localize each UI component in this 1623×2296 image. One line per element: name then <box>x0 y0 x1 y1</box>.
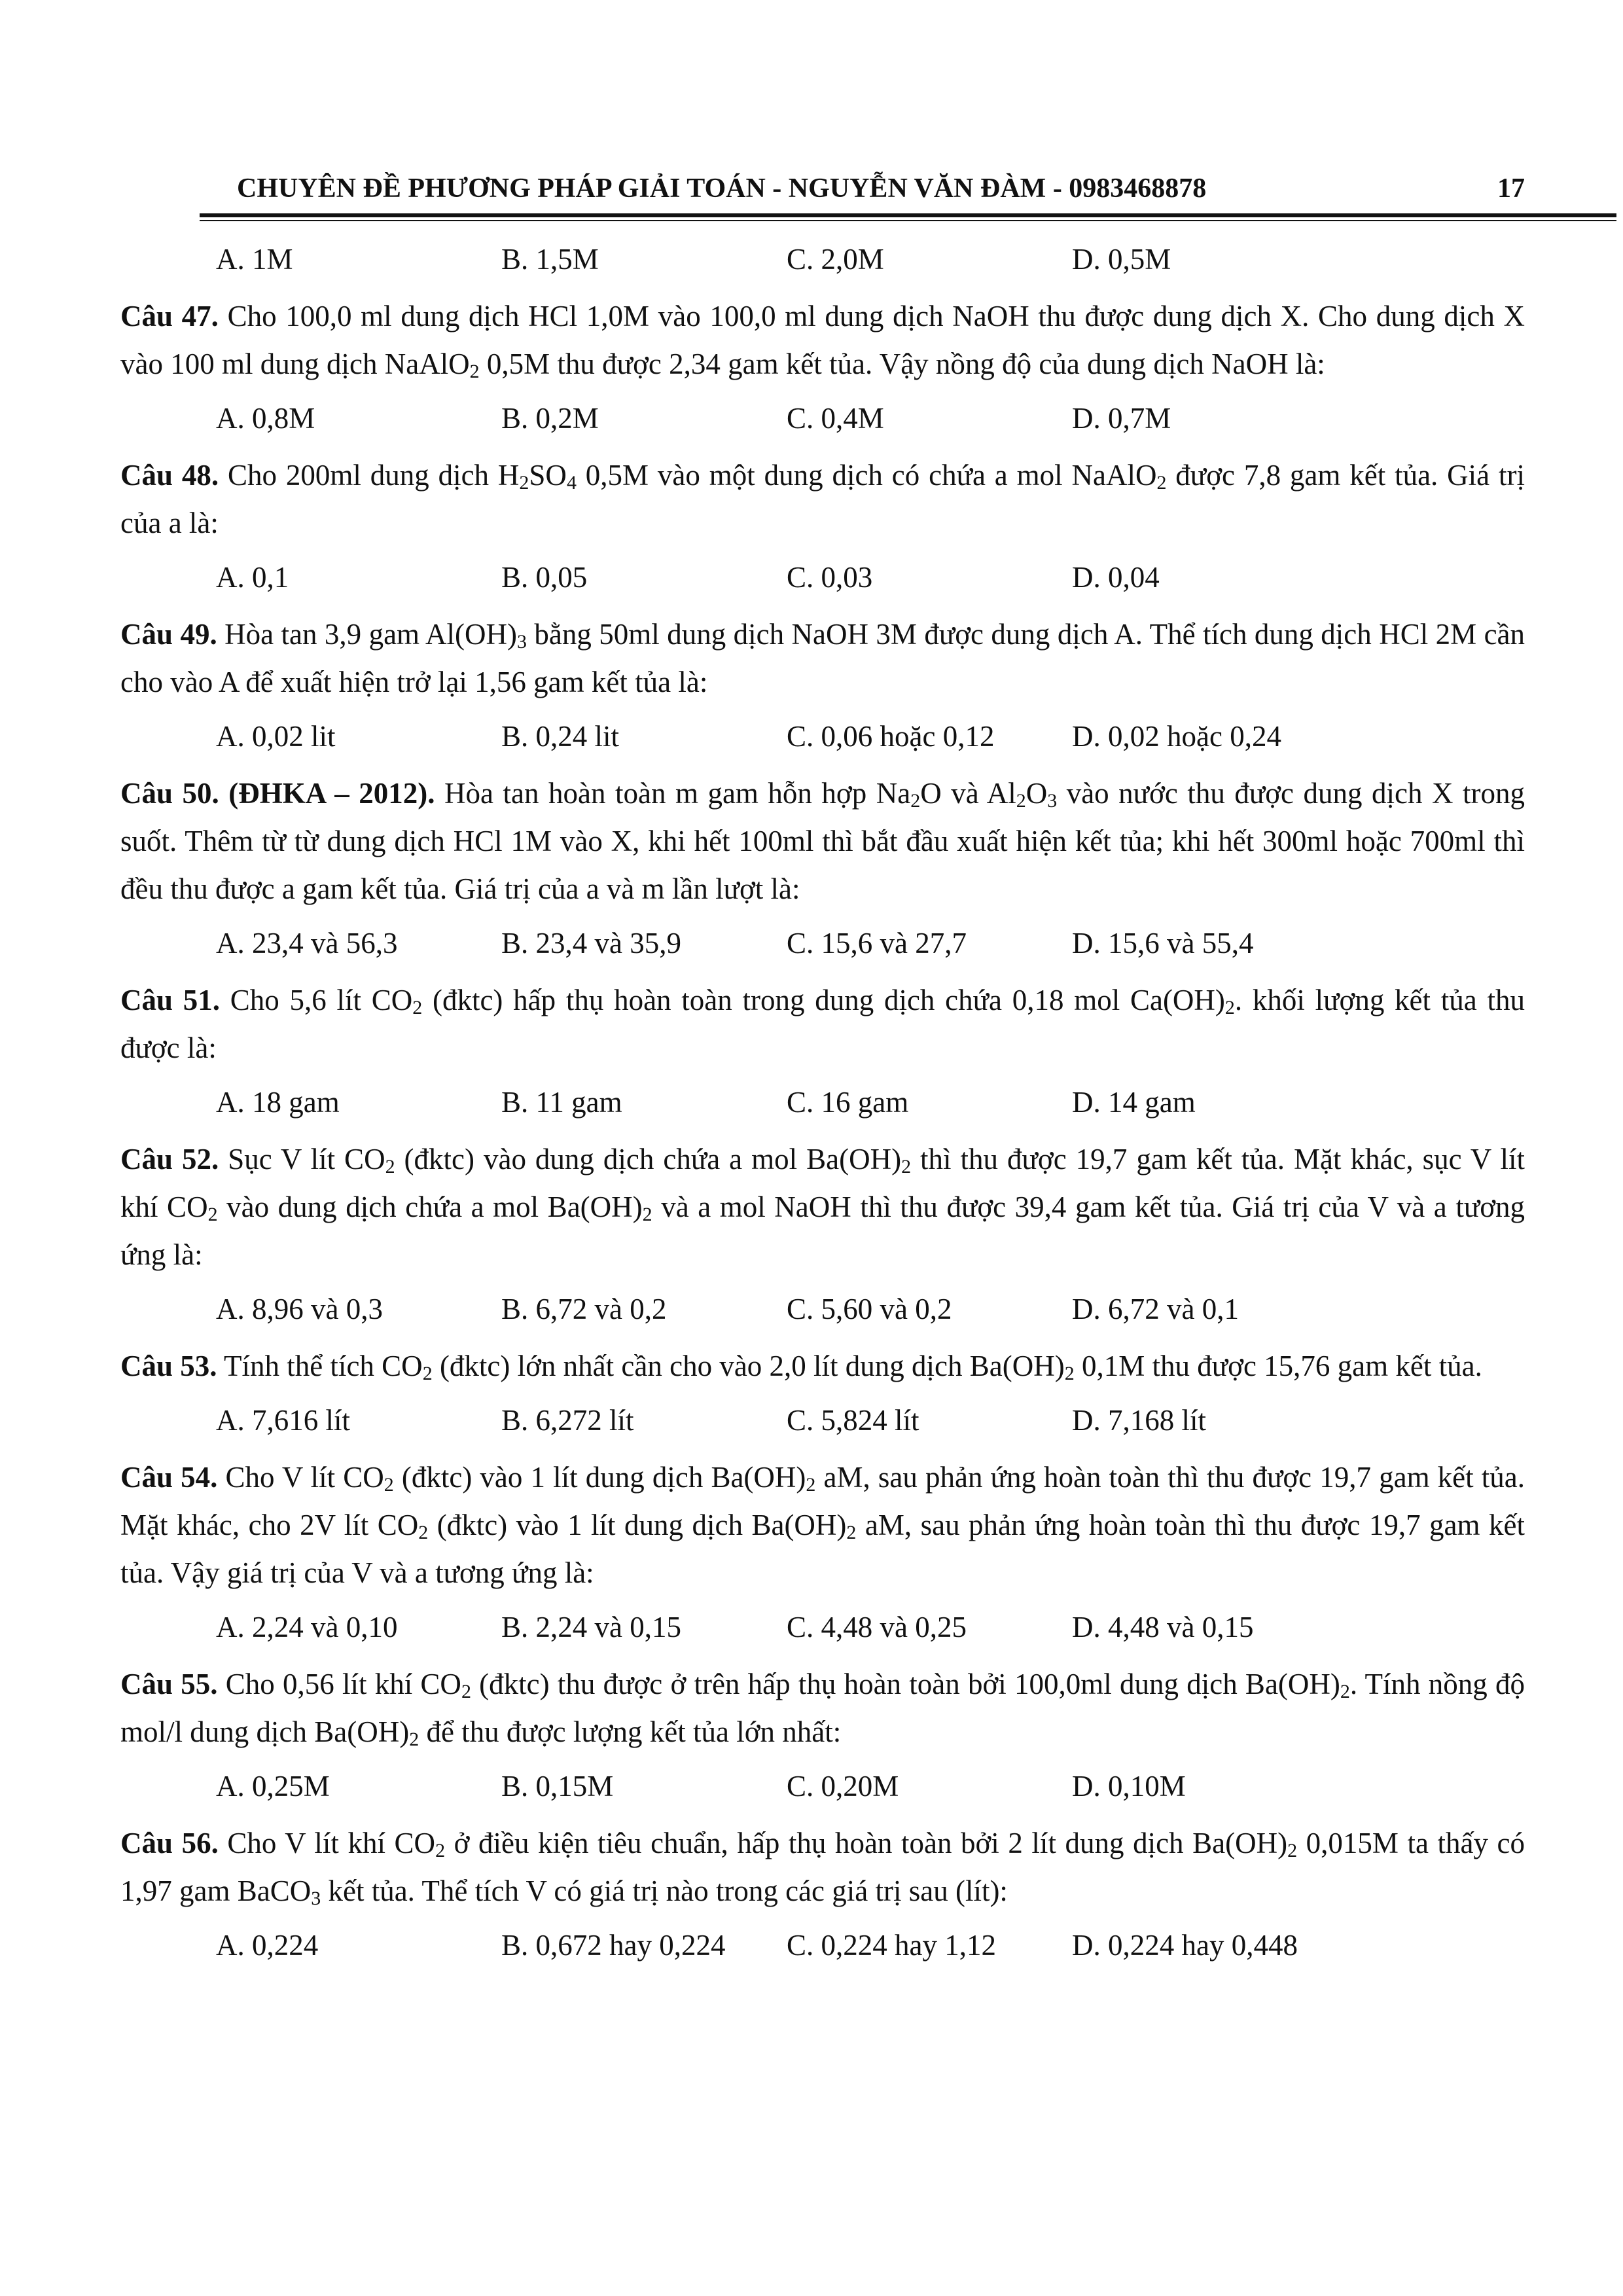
option-c: C. 0,224 hay 1,12 <box>787 1929 996 1962</box>
option-a: A. 8,96 và 0,3 <box>216 1293 383 1325</box>
option-c: C. 0,03 <box>787 561 873 594</box>
option-d: D. 0,5M <box>1072 243 1171 276</box>
question-56 <box>120 1820 1525 1969</box>
option-a: A. 0,25M <box>216 1770 330 1803</box>
option-b: B. 1,5M <box>501 243 599 276</box>
option-d: D. 0,7M <box>1072 402 1171 435</box>
option-b: B. 0,24 lit <box>501 720 620 753</box>
question-label: Câu 50. (ĐHKA – 2012). <box>120 777 435 810</box>
option-d: D. 4,48 và 0,15 <box>1072 1611 1254 1643</box>
answer-options <box>120 1079 1525 1126</box>
option-a: A. 0,224 <box>216 1929 319 1962</box>
option-a: A. 0,1 <box>216 561 289 594</box>
question-54 <box>120 1454 1525 1651</box>
question-52 <box>120 1136 1525 1333</box>
question-label: Câu 49. <box>120 618 217 651</box>
question-text: Câu 54. Cho V lít $CO_2$ (đktc) vào 1 lít dung dịch $Ba(OH)_2$ aM, sau phản ứng hoàn toàn thì thu được 19,7 gam kết tủa. Mặt khác, cho 2V lít $CO_2$ (đktc) vào 1 lít dung dịch $Ba(OH)_2$ aM, sau phản ứng hoàn toàn thì thu được 19,7 gam kết tủa. Vậy giá trị của V và a tương ứng là: <box>120 1461 1525 1589</box>
option-d: D. 0,224 hay 0,448 <box>1072 1929 1298 1962</box>
question-label: Câu 54. <box>120 1461 218 1494</box>
option-c: C. 5,60 và 0,2 <box>787 1293 952 1325</box>
answer-options <box>120 713 1525 761</box>
answer-options <box>120 1285 1525 1333</box>
option-c: C. 0,06 hoặc 0,12 <box>787 720 995 753</box>
option-b: B. 6,272 lít <box>501 1404 634 1437</box>
option-d: D. 0,02 hoặc 0,24 <box>1072 720 1281 753</box>
option-c: C. 2,0M <box>787 243 884 276</box>
question-49 <box>120 611 1525 761</box>
option-b: B. 6,72 và 0,2 <box>501 1293 667 1325</box>
option-c: C. 5,824 lít <box>787 1404 919 1437</box>
option-c: C. 4,48 và 0,25 <box>787 1611 967 1643</box>
question-text: Câu 49. Hòa tan 3,9 gam $Al(OH)_3$ bằng 50ml dung dịch NaOH 3M được dung dịch A. Thể tích dung dịch HCl 2M cần cho vào A để xuất hiện trở lại 1,56 gam kết tủa là: <box>120 618 1525 698</box>
question-text: Câu 55. Cho 0,56 lít khí $CO_2$ (đktc) thu được ở trên hấp thụ hoàn toàn bởi 100,0ml dung dịch $Ba(OH)_2$. Tính nồng độ mol/l dung dịch $Ba(OH)_2$ để thu được lượng kết tủa lớn nhất: <box>120 1668 1525 1750</box>
option-d: D. 0,10M <box>1072 1770 1186 1803</box>
answer-options <box>120 1922 1525 1969</box>
option-d: D. 14 gam <box>1072 1086 1196 1119</box>
question-label: Câu 48. <box>120 459 219 492</box>
option-a: A. 1M <box>216 243 293 276</box>
option-c: C. 0,20M <box>787 1770 899 1803</box>
question-48 <box>120 452 1525 601</box>
question-label: Câu 55. <box>120 1668 218 1700</box>
page-number: 17 <box>1497 173 1525 204</box>
question-label: Câu 53. <box>120 1350 217 1382</box>
option-a: A. 2,24 và 0,10 <box>216 1611 398 1643</box>
option-b: B. 0,672 hay 0,224 <box>501 1929 726 1962</box>
question-text: Câu 52. Sục V lít $CO_2$ (đktc) vào dung dịch chứa a mol $Ba(OH)_2$ thì thu được 19,7 gam kết tủa. Mặt khác, sục V lít khí $CO_2$ vào dung dịch chứa a mol $Ba(OH)_2$ và a mol NaOH thì thu được 39,4 gam kết tủa. Giá trị của V và a tương ứng là: <box>120 1143 1525 1271</box>
question-text: Câu 53. Tính thể tích $CO_2$ (đktc) lớn nhất cần cho vào 2,0 lít dung dịch $Ba(OH)_2$ 0,1M thu được 15,76 gam kết tủa. <box>120 1350 1482 1384</box>
question-55 <box>120 1660 1525 1810</box>
question-47 <box>120 293 1525 442</box>
question-label: Câu 56. <box>120 1827 219 1859</box>
header-rule-thick <box>200 213 1616 217</box>
option-d: D. 6,72 và 0,1 <box>1072 1293 1239 1325</box>
page-content <box>120 236 1525 1979</box>
option-b: B. 0,05 <box>501 561 588 594</box>
header-rule-thin <box>200 220 1616 221</box>
header-title: CHUYÊN ĐỀ PHƯƠNG PHÁP GIẢI TOÁN - NGUYỄN VĂN ĐÀM - 0983468878 <box>237 173 1207 204</box>
question-label: Câu 51. <box>120 984 221 1016</box>
option-b: B. 0,2M <box>501 402 599 435</box>
option-a: A. 7,616 lít <box>216 1404 351 1437</box>
answer-options <box>120 920 1525 967</box>
question-text: Câu 48. Cho 200ml dung dịch $H_2SO_4$ 0,5M vào một dung dịch có chứa a mol NaAlO$_2$ được 7,8 gam kết tủa. Giá trị của a là: <box>120 459 1525 539</box>
answer-options <box>120 1763 1525 1810</box>
answer-options <box>120 1604 1525 1651</box>
option-c: C. 0,4M <box>787 402 884 435</box>
option-a: A. 18 gam <box>216 1086 340 1119</box>
option-b: B. 0,15M <box>501 1770 614 1803</box>
question-text: Câu 47. Cho 100,0 ml dung dịch HCl 1,0M vào 100,0 ml dung dịch NaOH thu được dung dịch X. Cho dung dịch X vào 100 ml dung dịch NaAlO$_2$ 0,5M thu được 2,34 gam kết tủa. Vậy nồng độ của dung dịch NaOH là: <box>120 300 1525 382</box>
question-53 <box>120 1342 1525 1444</box>
option-b: B. 2,24 và 0,15 <box>501 1611 681 1643</box>
question-51 <box>120 977 1525 1126</box>
option-d: D. 7,168 lít <box>1072 1404 1207 1437</box>
option-b: B. 11 gam <box>501 1086 622 1119</box>
question-text: Câu 51. Cho 5,6 lít $CO_2$ (đktc) hấp thụ hoàn toàn trong dung dịch chứa 0,18 mol $Ca(OH)_2$. khối lượng kết tủa thu được là: <box>120 984 1525 1064</box>
question-label: Câu 47. <box>120 300 219 332</box>
option-d: D. 15,6 và 55,4 <box>1072 927 1254 960</box>
question-text: Câu 50. (ĐHKA – 2012). Hòa tan hoàn toàn m gam hỗn hợp $Na_2O$ và $Al_2O_3$ vào nước thu được dung dịch X trong suốt. Thêm từ từ dung dịch HCl 1M vào X, khi hết 100ml thì bắt đầu xuất hiện kết tủa; khi hết 300ml hoặc 700ml thì đều thu được a gam kết tủa. Giá trị của a và m lần lượt là: <box>120 777 1525 905</box>
page-header <box>203 169 1525 208</box>
prev-question-options <box>120 236 1525 283</box>
answer-options <box>120 554 1525 601</box>
question-label: Câu 52. <box>120 1143 219 1175</box>
question-50 <box>120 770 1525 967</box>
answer-options <box>120 1397 1525 1444</box>
option-b: B. 23,4 và 35,9 <box>501 927 681 960</box>
question-text: Câu 56. Cho V lít khí $CO_2$ ở điều kiện tiêu chuẩn, hấp thụ hoàn toàn bởi 2 lít dung dịch $Ba(OH)_2$ 0,015M ta thấy có 1,97 gam BaCO$_3$ kết tủa. Thể tích V có giá trị nào trong các giá trị sau (lít): <box>120 1827 1525 1909</box>
option-a: A. 23,4 và 56,3 <box>216 927 398 960</box>
answer-options <box>120 395 1525 442</box>
option-a: A. 0,02 lit <box>216 720 336 753</box>
option-d: D. 0,04 <box>1072 561 1160 594</box>
option-c: C. 16 gam <box>787 1086 909 1119</box>
option-c: C. 15,6 và 27,7 <box>787 927 967 960</box>
option-a: A. 0,8M <box>216 402 315 435</box>
